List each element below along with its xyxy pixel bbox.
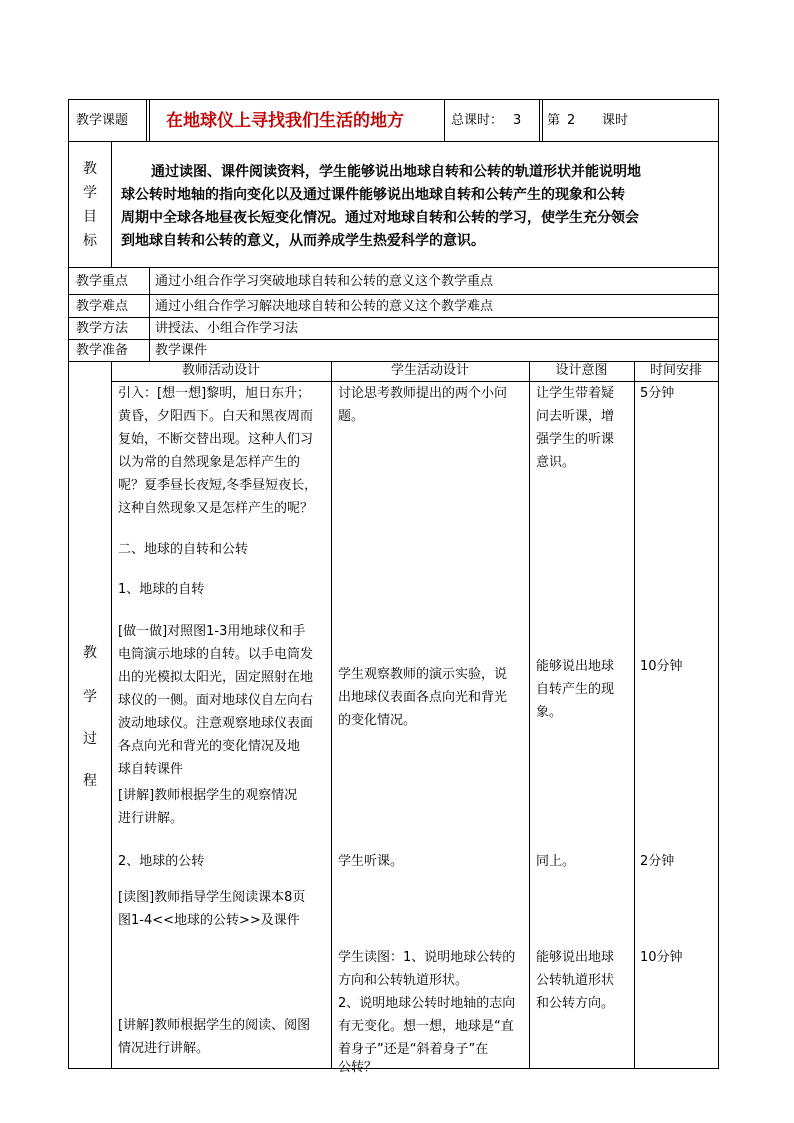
grid-line bbox=[149, 267, 150, 361]
teacher-line: 2、地球的公转 bbox=[118, 854, 205, 869]
teacher-line: 这种自然现象又是怎样产生的呢？ bbox=[118, 501, 314, 516]
time-value: 10分钟 bbox=[640, 950, 683, 965]
total-hours-label: 总课时： bbox=[451, 113, 504, 128]
teacher-line: 1、地球的自转 bbox=[118, 582, 205, 597]
grid-line bbox=[68, 141, 719, 142]
teacher-line: 球仪的一侧。面对地球仪自左向右 bbox=[118, 693, 314, 708]
goal-label-char: 标 bbox=[83, 233, 97, 249]
grid-line bbox=[542, 99, 543, 141]
col-header-time: 时间安排 bbox=[649, 363, 702, 378]
topic-label: 教学课题 bbox=[76, 113, 129, 128]
topic-title: 在地球仪上寻找我们生活的地方 bbox=[166, 111, 404, 131]
intent-line: 自转产生的现 bbox=[536, 682, 615, 697]
student-line: 题。 bbox=[338, 409, 365, 424]
grid-line bbox=[111, 141, 112, 267]
info-value-method: 讲授法、小组合作学习法 bbox=[155, 321, 299, 336]
grid-line bbox=[68, 339, 719, 340]
intent-line: 意识。 bbox=[536, 455, 576, 470]
table-border-right bbox=[718, 99, 719, 1069]
info-label-preparation: 教学准备 bbox=[76, 343, 129, 358]
col-header-teacher: 教师活动设计 bbox=[181, 363, 260, 378]
teacher-line: 复始，不断交替出现。这种人们习 bbox=[118, 432, 314, 447]
goal-line: 到地球自转和公转的意义，从而养成学生热爱科学的意识。 bbox=[121, 233, 485, 249]
grid-line bbox=[111, 361, 112, 1068]
goal-label-char: 教 bbox=[83, 161, 97, 177]
teacher-line: [做一做]对照图1-3用地球仪和手 bbox=[118, 624, 306, 639]
session-prefix: 第 bbox=[547, 113, 561, 128]
teacher-line: 以为常的自然现象是怎样产生的 bbox=[118, 455, 301, 470]
grid-line bbox=[149, 99, 150, 141]
info-label-method: 教学方法 bbox=[76, 321, 129, 336]
student-line: 的变化情况。 bbox=[338, 713, 417, 728]
grid-line bbox=[146, 99, 147, 141]
goal-line: 通过读图、课件阅读资料，学生能够说出地球自转和公转的轨道形状并能说明地 bbox=[151, 164, 641, 180]
teacher-line: 呢？夏季昼长夜短,冬季昼短夜长， bbox=[118, 478, 318, 493]
teacher-line: 二、地球的自转和公转 bbox=[118, 542, 249, 557]
grid-line bbox=[68, 317, 719, 318]
teacher-line: 黄昏，夕阳西下。白天和黑夜周而 bbox=[118, 409, 314, 424]
teacher-line: 进行讲解。 bbox=[118, 811, 184, 826]
teacher-line: 出的光模拟太阳光，固定照射在地 bbox=[118, 670, 314, 685]
process-label-char: 学 bbox=[83, 689, 97, 705]
intent-line: 能够说出地球 bbox=[536, 659, 615, 674]
intent-line: 能够说出地球 bbox=[536, 950, 615, 965]
teacher-line: 各点向光和背光的变化情况及地 bbox=[118, 739, 301, 754]
col-header-student: 学生活动设计 bbox=[390, 363, 469, 378]
session-suffix: 课时 bbox=[602, 113, 629, 128]
info-label-difficulty: 教学难点 bbox=[76, 299, 129, 314]
goal-line: 周期中全球各地昼夜长短变化情况。通过对地球自转和公转的学习，使学生充分领会 bbox=[121, 210, 639, 226]
student-line: 出地球仪表面各点向光和背光 bbox=[338, 690, 508, 705]
info-value-key-point: 通过小组合作学习突破地球自转和公转的意义这个教学重点 bbox=[155, 274, 494, 289]
time-value: 10分钟 bbox=[640, 659, 683, 674]
intent-line: 问去听课，增 bbox=[536, 409, 615, 424]
intent-line: 强学生的听课 bbox=[536, 432, 615, 447]
teacher-line: [讲解]教师根据学生的观察情况 bbox=[118, 788, 298, 803]
teacher-line: 波动地球仪。注意观察地球仪表面 bbox=[118, 716, 314, 731]
table-border-left bbox=[68, 99, 69, 1069]
teacher-line: [讲解]教师根据学生的阅读、阅图 bbox=[118, 1018, 311, 1033]
info-label-key-point: 教学重点 bbox=[76, 274, 129, 289]
grid-line bbox=[68, 294, 719, 295]
time-value: 2分钟 bbox=[640, 854, 675, 869]
teacher-line: 球自转课件 bbox=[118, 762, 184, 777]
student-line: 有无变化。想一想，地球是“直 bbox=[338, 1019, 514, 1034]
grid-line bbox=[68, 267, 719, 268]
grid-line bbox=[529, 361, 530, 1068]
student-line: 学生听课。 bbox=[338, 854, 404, 869]
teacher-line: 电筒演示地球的自转。以手电筒发 bbox=[118, 647, 314, 662]
grid-line bbox=[634, 361, 635, 1068]
table-border-bottom bbox=[68, 1068, 719, 1069]
process-label-char: 过 bbox=[83, 731, 97, 747]
goal-label-char: 学 bbox=[83, 185, 97, 201]
intent-line: 同上。 bbox=[536, 854, 576, 869]
process-label-char: 程 bbox=[83, 773, 97, 789]
process-label-char: 教 bbox=[83, 645, 97, 661]
teacher-line: 图1-4<<地球的公转>>及课件 bbox=[118, 913, 300, 928]
grid-line bbox=[331, 361, 332, 1068]
time-value: 5分钟 bbox=[640, 386, 675, 401]
intent-line: 和公转方向。 bbox=[536, 996, 615, 1011]
student-line: 学生读图：1、说明地球公转的 bbox=[338, 950, 516, 965]
total-hours-value: 3 bbox=[513, 113, 522, 128]
grid-line bbox=[444, 99, 445, 141]
student-line: 方向和公转轨道形状。 bbox=[338, 973, 469, 988]
intent-line: 象。 bbox=[536, 705, 563, 720]
info-value-preparation: 教学课件 bbox=[155, 343, 208, 358]
info-value-difficulty: 通过小组合作学习解决地球自转和公转的意义这个教学难点 bbox=[155, 299, 494, 314]
teacher-line: [读图]教师指导学生阅读课本8页 bbox=[118, 890, 306, 905]
student-line: 公转？ bbox=[338, 1060, 378, 1075]
student-line: 讨论思考教师提出的两个小问 bbox=[338, 386, 508, 401]
goal-label-char: 目 bbox=[83, 209, 97, 225]
grid-line bbox=[539, 99, 540, 141]
teacher-line: 情况进行讲解。 bbox=[118, 1041, 210, 1056]
intent-line: 公转轨道形状 bbox=[536, 973, 615, 988]
student-line: 学生观察教师的演示实验，说 bbox=[338, 667, 508, 682]
goal-line: 球公转时地轴的指向变化以及通过课件能够说出地球自转和公转产生的现象和公转 bbox=[121, 187, 625, 203]
intent-line: 让学生带着疑 bbox=[536, 386, 615, 401]
student-line: 2、说明地球公转时地轴的志向 bbox=[338, 996, 516, 1011]
student-line: 着身子”还是“斜着身子”在 bbox=[338, 1042, 489, 1057]
col-header-intent: 设计意图 bbox=[555, 363, 608, 378]
table-border-top bbox=[68, 99, 719, 100]
session-number: 2 bbox=[567, 113, 576, 128]
teacher-line: 引入：[想一想]黎明，旭日东升； bbox=[118, 386, 311, 401]
